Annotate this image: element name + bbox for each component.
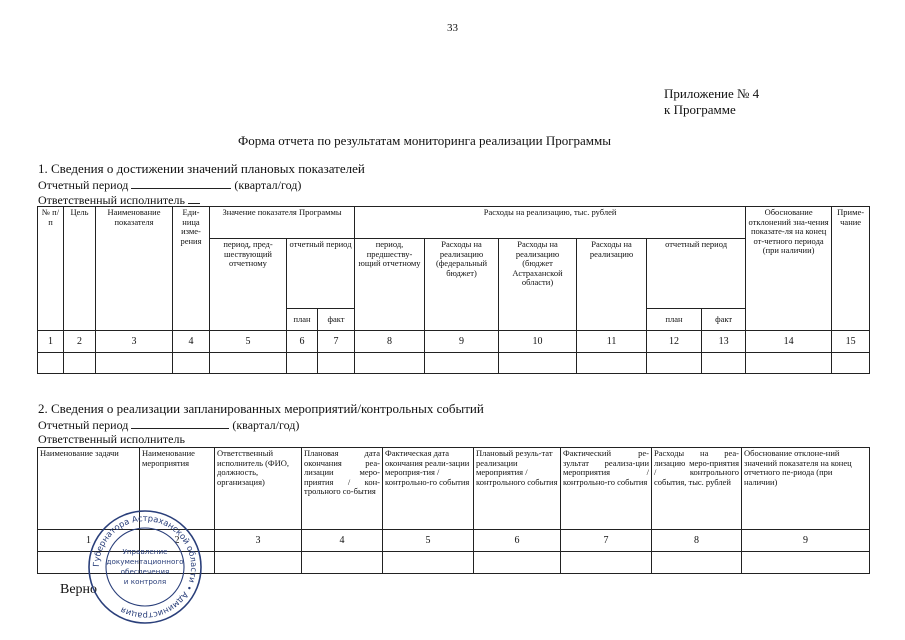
executor-blank xyxy=(188,192,200,204)
h-report: отчетный период xyxy=(287,239,355,309)
period-suffix: (квартал/год) xyxy=(232,418,300,432)
col-num-9: 9 xyxy=(425,331,499,353)
col2-num-7: 7 xyxy=(561,530,652,552)
h2-executor: Ответственный исполнитель (ФИО, должность, организация) xyxy=(215,448,302,530)
h2-costs: Расходы на реа-лизацию меро-приятия / контрольного события, тыс. рублей xyxy=(652,448,742,530)
col2-num-6: 6 xyxy=(474,530,561,552)
appendix-line1: Приложение № 4 xyxy=(664,86,760,101)
h2-fact-date: Фактическая дата окончания реали-зации мероприя-тия / контрольно-го события xyxy=(383,448,474,530)
executor-label: Ответственный исполнитель xyxy=(38,432,185,446)
section1-period xyxy=(38,177,301,193)
h-cplan: план xyxy=(647,309,702,331)
h-num: № п/п xyxy=(38,207,64,331)
section2-period xyxy=(38,417,299,433)
stamp-line1: Управление xyxy=(122,547,168,556)
col2-num-4: 4 xyxy=(302,530,383,552)
col-num-15: 15 xyxy=(832,331,870,353)
col-num-5: 5 xyxy=(210,331,287,353)
col-num-11: 11 xyxy=(577,331,647,353)
period-suffix: (квартал/год) xyxy=(234,178,302,192)
h-fed: Расходы на реализацию (федеральный бюджет) xyxy=(425,239,499,331)
stamp-ring-text: Губернатора Астраханской области • Администрация xyxy=(90,512,200,622)
indicators-table xyxy=(37,206,870,374)
period-blank xyxy=(131,417,229,429)
h2-reason: Обоснование отклоне-ний значений показателя на конец отчетного пе-риода (при наличии) xyxy=(742,448,870,530)
col2-num-3: 3 xyxy=(215,530,302,552)
col-num-10: 10 xyxy=(499,331,577,353)
col-num-2: 2 xyxy=(64,331,96,353)
h-fact: факт xyxy=(318,309,355,331)
col-num-1: 1 xyxy=(38,331,64,353)
col2-num-8: 8 xyxy=(652,530,742,552)
h-note: Приме-чание xyxy=(832,207,870,331)
col-num-6: 6 xyxy=(287,331,318,353)
h-costs: Расходы на реализацию, тыс. рублей xyxy=(355,207,746,239)
col-num-13: 13 xyxy=(702,331,746,353)
form-title: Форма отчета по результатам мониторинга реализации Программы xyxy=(238,133,611,148)
period-blank xyxy=(131,177,231,189)
appendix-line2: к Программе xyxy=(664,102,736,117)
stamp-line3: обеспечения xyxy=(120,567,170,576)
h2-plan-date: Плановая дата окончания реа-лизации меро-приятия / кон-трольного со-бытия xyxy=(302,448,383,530)
section1-heading: 1. Сведения о достижении значений плановых показателей xyxy=(38,161,365,176)
col2-num-5: 5 xyxy=(383,530,474,552)
h-unit: Еди-ница изме-рения xyxy=(173,207,210,331)
section2-heading: 2. Сведения о реализации запланированных мероприятий/контрольных событий xyxy=(38,401,484,416)
h-prev: период, пред-шествующий отчетному xyxy=(210,239,287,331)
page-number: 33 xyxy=(447,22,458,34)
h-value: Значение показателя Программы xyxy=(210,207,355,239)
col2-num-1: 1 xyxy=(38,530,140,552)
h2-plan-result: Плановый резуль-тат реализации мероприятия / контрольного события xyxy=(474,448,561,530)
stamp-line4: и контроля xyxy=(123,577,167,586)
h-real: Расходы на реализацию xyxy=(577,239,647,331)
h2-fact-result: Фактический ре-зультат реализа-ции мероприятия / контрольно-го события xyxy=(561,448,652,530)
col2-num-2: 2 xyxy=(140,530,215,552)
col-num-4: 4 xyxy=(173,331,210,353)
col-num-12: 12 xyxy=(647,331,702,353)
h-cfact: факт xyxy=(702,309,746,331)
col-num-3: 3 xyxy=(96,331,173,353)
h-name: Наименование показателя xyxy=(96,207,173,331)
h-creport: отчетный период xyxy=(647,239,746,309)
executor-label: Ответственный исполнитель xyxy=(38,193,185,207)
empty-row xyxy=(38,353,870,374)
period-label: Отчетный период xyxy=(38,178,129,192)
h2-task: Наименование задачи xyxy=(38,448,140,530)
col-num-7: 7 xyxy=(318,331,355,353)
period-label: Отчетный период xyxy=(38,418,129,432)
stamp-line2: документационного xyxy=(106,557,184,566)
h-goal: Цель xyxy=(64,207,96,331)
official-stamp xyxy=(86,508,204,626)
col2-num-9: 9 xyxy=(742,530,870,552)
col-num-14: 14 xyxy=(746,331,832,353)
h-reason: Обоснование отклонений зна-чения показате-ля на конец от-четного периода (при наличии) xyxy=(746,207,832,331)
h-reg: Расходы на реализацию (бюджет Астраханской области) xyxy=(499,239,577,331)
h2-event: Наименование мероприятия xyxy=(140,448,215,530)
h-cprev: период, предшеству-ющий отчетному xyxy=(355,239,425,331)
verno-text: Верно xyxy=(60,582,98,597)
h-plan: план xyxy=(287,309,318,331)
col-num-8: 8 xyxy=(355,331,425,353)
section2-executor xyxy=(38,432,185,447)
